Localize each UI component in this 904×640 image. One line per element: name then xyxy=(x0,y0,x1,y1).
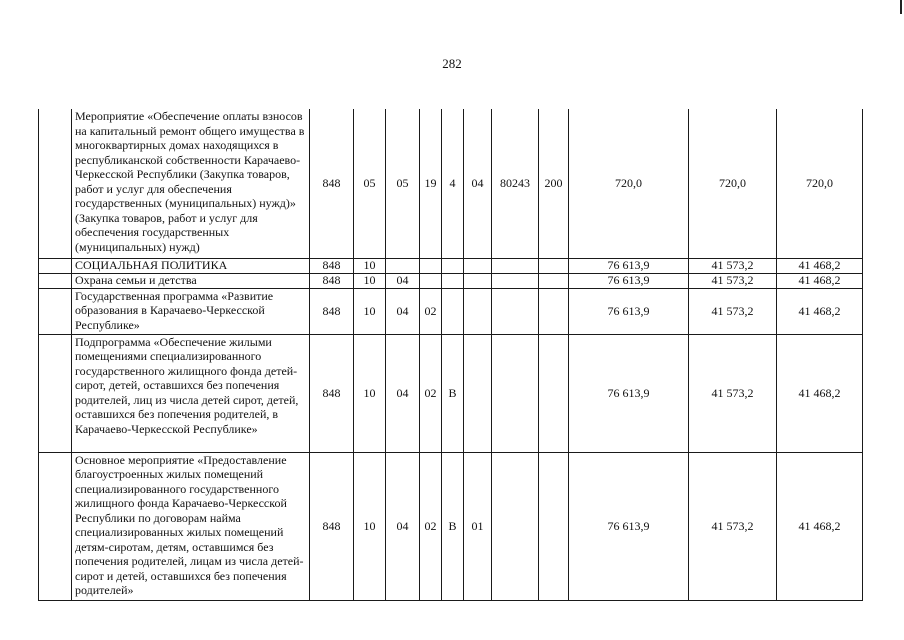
direction-code-cell xyxy=(492,273,539,288)
expense-type-cell xyxy=(539,258,569,273)
amount-year3-cell: 41 468,2 xyxy=(777,452,863,600)
item-name-cell: СОЦИАЛЬНАЯ ПОЛИТИКА xyxy=(72,258,310,273)
direction-code-cell xyxy=(492,452,539,600)
expense-type-cell: 200 xyxy=(539,109,569,258)
subprogram-code-cell: В xyxy=(442,452,464,600)
program-code-cell xyxy=(420,273,442,288)
amount-year3-cell: 41 468,2 xyxy=(777,334,863,452)
program-code-cell: 02 xyxy=(420,288,442,334)
item-name-cell: Мероприятие «Обеспечение оплаты взносов на капитальный ремонт общего имущества в многоквартирных домах находящихся в республиканской собственности Карачаево-Черкесской Республики (Закупка товаров, работ и услуг для обеспечения государственных (муниципальных) нужд)» (Закупка товаров, работ и услуг для обеспечения государственных (муниципальных) нужд) xyxy=(72,109,310,258)
direction-code-cell xyxy=(492,258,539,273)
section-code-cell: 10 xyxy=(354,452,386,600)
subsection-code-cell: 04 xyxy=(386,452,420,600)
program-code-cell: 19 xyxy=(420,109,442,258)
amount-year1-cell: 720,0 xyxy=(569,109,689,258)
subsection-code-cell: 05 xyxy=(386,109,420,258)
amount-year1-cell: 76 613,9 xyxy=(569,452,689,600)
item-name-cell: Государственная программа «Развитие образования в Карачаево-Черкесской Республике» xyxy=(72,288,310,334)
table-row xyxy=(39,334,863,452)
amount-year2-cell: 41 573,2 xyxy=(689,288,777,334)
table-row xyxy=(39,288,863,334)
table-row xyxy=(39,273,863,288)
section-code-cell: 10 xyxy=(354,258,386,273)
item-name-cell: Подпрограмма «Обеспечение жилыми помещениями специализированного государственного жилищного фонда детей-сирот, детей, оставшихся без попечения родителей, лиц из числа детей сирот, детей, оставшихся без попечения родителей, в Карачаево-Черкесской Республике» xyxy=(72,334,310,452)
subprogram-code-cell xyxy=(442,258,464,273)
row-number-cell xyxy=(39,109,72,258)
program-code-cell xyxy=(420,258,442,273)
row-number-cell xyxy=(39,334,72,452)
item-name-cell: Охрана семьи и детства xyxy=(72,273,310,288)
amount-year2-cell: 41 573,2 xyxy=(689,334,777,452)
section-code-cell: 10 xyxy=(354,334,386,452)
row-number-cell xyxy=(39,258,72,273)
main-activity-code-cell xyxy=(464,288,492,334)
ministry-code-cell: 848 xyxy=(310,258,354,273)
amount-year3-cell: 720,0 xyxy=(777,109,863,258)
direction-code-cell xyxy=(492,334,539,452)
expense-type-cell xyxy=(539,288,569,334)
main-activity-code-cell: 01 xyxy=(464,452,492,600)
ministry-code-cell: 848 xyxy=(310,109,354,258)
subsection-code-cell: 04 xyxy=(386,288,420,334)
amount-year3-cell: 41 468,2 xyxy=(777,273,863,288)
amount-year1-cell: 76 613,9 xyxy=(569,288,689,334)
section-code-cell: 05 xyxy=(354,109,386,258)
amount-year1-cell: 76 613,9 xyxy=(569,273,689,288)
subsection-code-cell: 04 xyxy=(386,273,420,288)
ministry-code-cell: 848 xyxy=(310,288,354,334)
ministry-code-cell: 848 xyxy=(310,452,354,600)
main-activity-code-cell: 04 xyxy=(464,109,492,258)
amount-year3-cell: 41 468,2 xyxy=(777,288,863,334)
subprogram-code-cell xyxy=(442,288,464,334)
subsection-code-cell xyxy=(386,258,420,273)
program-code-cell: 02 xyxy=(420,452,442,600)
amount-year2-cell: 41 573,2 xyxy=(689,452,777,600)
direction-code-cell: 80243 xyxy=(492,109,539,258)
amount-year2-cell: 720,0 xyxy=(689,109,777,258)
section-code-cell: 10 xyxy=(354,288,386,334)
row-number-cell xyxy=(39,452,72,600)
table-row xyxy=(39,452,863,600)
subprogram-code-cell xyxy=(442,273,464,288)
amount-year3-cell: 41 468,2 xyxy=(777,258,863,273)
table-row xyxy=(39,109,863,258)
section-code-cell: 10 xyxy=(354,273,386,288)
subprogram-code-cell: 4 xyxy=(442,109,464,258)
amount-year2-cell: 41 573,2 xyxy=(689,258,777,273)
amount-year1-cell: 76 613,9 xyxy=(569,334,689,452)
row-number-cell xyxy=(39,273,72,288)
amount-year2-cell: 41 573,2 xyxy=(689,273,777,288)
program-code-cell: 02 xyxy=(420,334,442,452)
scan-edge-mark xyxy=(900,0,902,14)
ministry-code-cell: 848 xyxy=(310,273,354,288)
direction-code-cell xyxy=(492,288,539,334)
item-name-cell: Основное мероприятие «Предоставление благоустроенных жилых помещений специализированного государственного жилищного фонда Карачаево-Черкесской Республики по договорам найма специализированных жилых помещений детям-сиротам, детям, оставшимся без попечения родителей, лицам из числа детей-сирот и детей, оставшихся без попечения родителей» xyxy=(72,452,310,600)
amount-year1-cell: 76 613,9 xyxy=(569,258,689,273)
page-number: 282 xyxy=(442,56,462,71)
row-number-cell xyxy=(39,288,72,334)
table-row xyxy=(39,258,863,273)
expense-type-cell xyxy=(539,334,569,452)
ministry-code-cell: 848 xyxy=(310,334,354,452)
expense-type-cell xyxy=(539,273,569,288)
subprogram-code-cell: В xyxy=(442,334,464,452)
subsection-code-cell: 04 xyxy=(386,334,420,452)
main-activity-code-cell xyxy=(464,334,492,452)
main-activity-code-cell xyxy=(464,273,492,288)
main-activity-code-cell xyxy=(464,258,492,273)
expense-type-cell xyxy=(539,452,569,600)
budget-table xyxy=(38,109,863,601)
